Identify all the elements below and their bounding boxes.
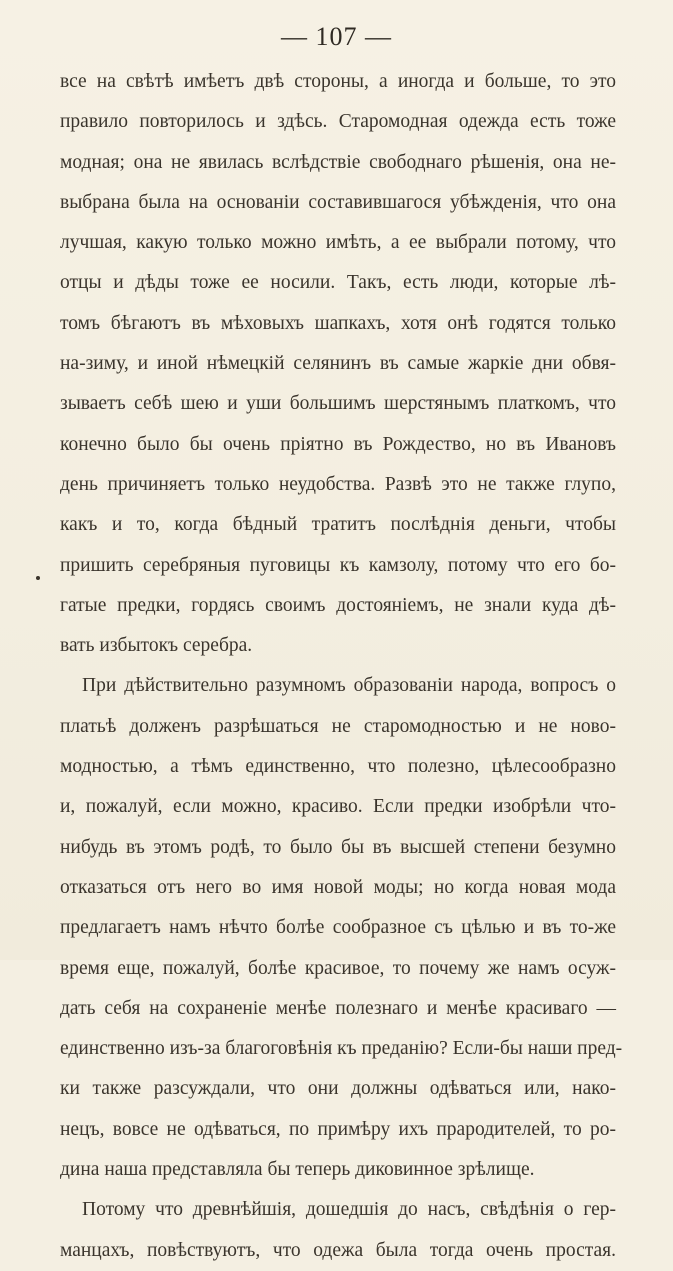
text-line: платьѣ долженъ разрѣшаться не старомодностью и не ново- bbox=[60, 715, 616, 737]
text-line: вать избытокъ серебра. bbox=[60, 635, 253, 657]
text-line: день причиняетъ только неудобства. Развѣ это не также глупо, bbox=[60, 473, 616, 495]
text-line: единственно изъ-за благоговѣнія къ преданію? Если-бы наши пред- bbox=[60, 1038, 623, 1060]
text-line: время еще, пожалуй, болѣе красивое, то почему же намъ осуж- bbox=[60, 957, 616, 979]
body-text bbox=[60, 62, 623, 1271]
ink-speck bbox=[36, 576, 40, 580]
text-line: дать себя на сохраненіе менѣе полезнаго и менѣе красиваго — bbox=[60, 997, 616, 1019]
text-line: отцы и дѣды тоже ее носили. Такъ, есть люди, которые лѣ- bbox=[60, 272, 616, 294]
text-line: модностью, а тѣмъ единственно, что полезно, цѣлесообразно bbox=[60, 756, 616, 778]
text-line: предлагаетъ намъ нѣчто болѣе сообразное съ цѣлью и въ то-же bbox=[60, 917, 616, 939]
text-line: конечно было бы очень пріятно въ Рождество, но въ Ивановъ bbox=[60, 433, 616, 455]
text-line: лучшая, какую только можно имѣть, а ее выбрали потому, что bbox=[60, 232, 616, 254]
text-line: томъ бѣгаютъ въ мѣховыхъ шапкахъ, хотя онѣ годятся только bbox=[60, 312, 616, 334]
text-line: и, пожалуй, если можно, красиво. Если предки изобрѣли что- bbox=[60, 796, 616, 818]
text-line: ки также разсуждали, что они должны одѣваться или, нако- bbox=[60, 1078, 616, 1100]
text-line: пришить серебряныя пуговицы къ камзолу, потому что его бо- bbox=[60, 554, 616, 576]
text-line: нецъ, вовсе не одѣваться, по примѣру ихъ прародителей, то ро- bbox=[60, 1118, 616, 1140]
text-line: гатые предки, гордясь своимъ достояніемъ, не знали куда дѣ- bbox=[60, 594, 616, 616]
page-number: — 107 — bbox=[281, 22, 392, 51]
text-line: правило повторилось и здѣсь. Старомодная одежда есть тоже bbox=[60, 111, 616, 133]
text-line: отказаться отъ него во имя новой моды; но когда новая мода bbox=[60, 876, 616, 898]
text-line: Потому что древнѣйшія, дошедшія до насъ, свѣдѣнія о гер- bbox=[82, 1199, 616, 1221]
text-line: нибудь въ этомъ родѣ, то было бы въ высшей степени безумно bbox=[60, 836, 616, 858]
text-line: на-зиму, и иной нѣмецкій селянинъ въ самые жаркіе дни обвя- bbox=[60, 353, 616, 375]
text-line: какъ и то, когда бѣдный тратитъ послѣднія деньги, чтобы bbox=[60, 514, 616, 536]
text-line: зываетъ себѣ шею и уши большимъ шерстянымъ платкомъ, что bbox=[60, 393, 616, 415]
text-line: При дѣйствительно разумномъ образованіи народа, вопросъ о bbox=[82, 675, 616, 697]
text-line: модная; она не явилась вслѣдствіе свободнаго рѣшенія, она не- bbox=[60, 151, 616, 173]
text-line: манцахъ, повѣствуютъ, что одежа была тогда очень простая. bbox=[60, 1239, 616, 1261]
text-line: все на свѣтѣ имѣетъ двѣ стороны, а иногда и больше, то это bbox=[60, 71, 616, 92]
text-line: дина наша представляла бы теперь диковинное зрѣлище. bbox=[60, 1159, 535, 1181]
text-line: выбрана была на основаніи составившагося убѣжденія, что она bbox=[60, 191, 616, 213]
